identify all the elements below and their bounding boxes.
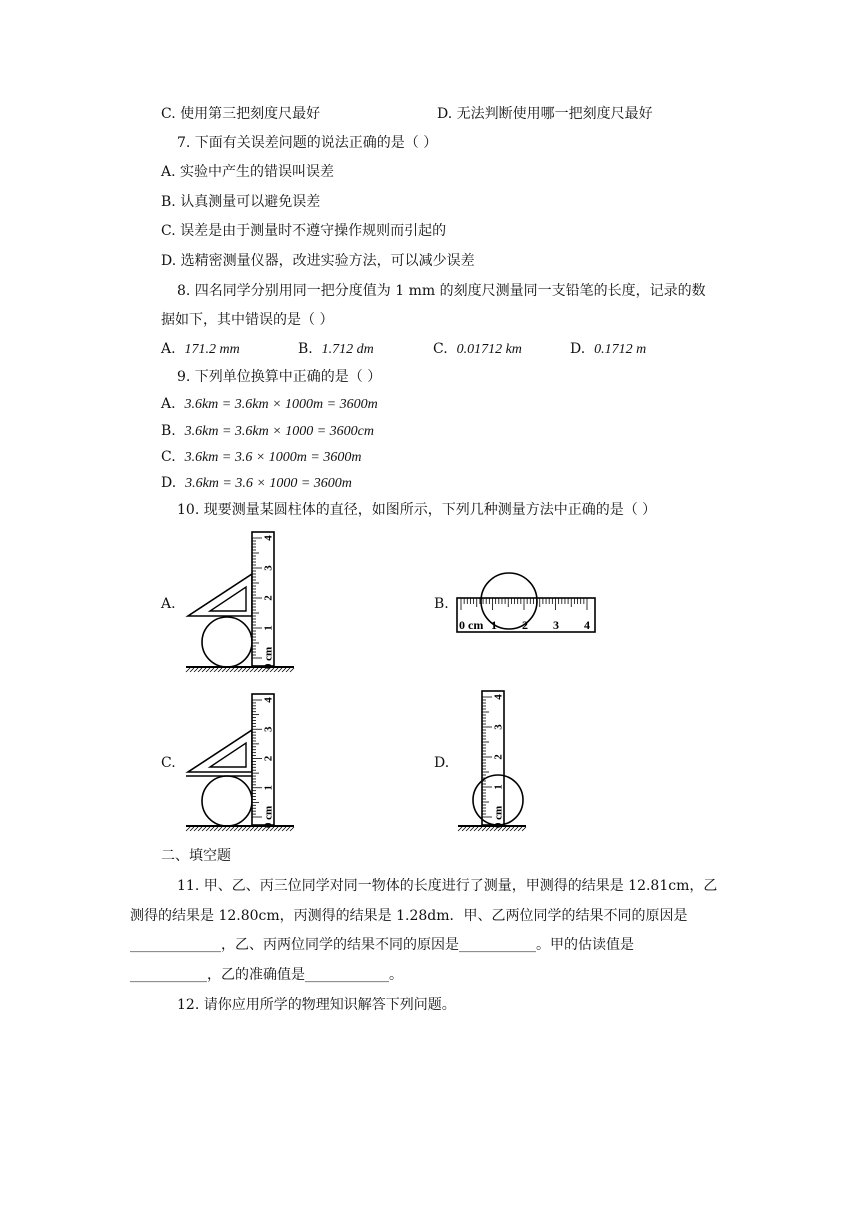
ruler-tick-label: 4 <box>262 535 275 541</box>
figure-label-d: D. <box>434 755 450 771</box>
q8-option-d-label: D. <box>570 341 586 357</box>
q9-stem: 9. 下列单位换算中正确的是（ ） <box>177 369 382 385</box>
q11-line3: _____________，乙、丙两位同学的结果不同的原因是___________。甲的估读值是 <box>130 937 634 953</box>
q9-option-d-label: D. <box>161 475 177 491</box>
ruler-tick-label: 3 <box>262 565 275 571</box>
q9-option-b-expr: 3.6km = 3.6km × 1000 = 3600cm <box>184 424 374 439</box>
q8-option-a-label: A. <box>161 341 176 357</box>
ruler-tick-label: 3 <box>262 726 275 732</box>
q8-option-b-label: B. <box>298 341 313 357</box>
q7-option-c: C. 误差是由于测量时不遵守操作规则而引起的 <box>161 223 447 239</box>
ground <box>186 667 294 672</box>
q9-option-a <box>161 394 378 415</box>
q7-option-d: D. 选精密测量仪器，改进实验方法，可以减少误差 <box>161 253 475 269</box>
q8-option-d <box>570 339 646 360</box>
ruler-tick-label: 4 <box>262 697 275 703</box>
ruler-vertical <box>252 694 275 828</box>
q6-option-c: C. 使用第三把刻度尺最好 <box>161 106 321 122</box>
cylinder-circle <box>202 776 252 826</box>
q9-option-c <box>161 447 361 468</box>
figure-c <box>180 690 298 836</box>
ruler-tick-label: 0 cm <box>262 805 275 829</box>
cylinder-circle <box>202 617 252 667</box>
q8-stem-line2: 据如下，其中错误的是（ ） <box>161 312 334 328</box>
q9-option-a-expr: 3.6km = 3.6km × 1000m = 3600m <box>184 397 378 412</box>
q9-option-a-label: A. <box>161 396 176 412</box>
ruler-tick-label: 1 <box>262 785 275 791</box>
ground <box>186 826 294 831</box>
q9-option-c-label: C. <box>161 449 176 465</box>
q7-option-a: A. 实验中产生的错误叫误差 <box>161 164 335 180</box>
q7-stem: 7. 下面有关误差问题的说法正确的是（ ） <box>177 135 438 151</box>
tick-label-0cm: 0 cm <box>459 618 484 632</box>
ruler-tick-label: 3 <box>492 724 505 730</box>
q9-option-b-label: B. <box>161 423 176 439</box>
q8-option-c-value: 0.01712 km <box>456 342 522 357</box>
q8-stem-line1: 8. 四名同学分别用同一把分度值为 1 mm 的刻度尺测量同一支铅笔的长度，记录的数 <box>177 283 706 299</box>
ruler-tick-label: 4 <box>492 694 505 700</box>
q11-line2: 测得的结果是 12.80cm，丙测得的结果是 1.28dm．甲、乙两位同学的结果不同的原因是 <box>130 908 688 924</box>
ruler-tick-label: 1 <box>492 784 505 790</box>
triangle-ruler <box>188 574 252 616</box>
figure-d <box>454 688 534 834</box>
tick-label-4: 4 <box>584 618 590 632</box>
q7-option-b: B. 认真测量可以避免误差 <box>161 194 321 210</box>
q8-option-a-value: 171.2 mm <box>184 342 240 357</box>
q11-line4: ___________，乙的准确值是____________。 <box>130 967 403 983</box>
q8-option-d-value: 0.1712 m <box>594 342 647 357</box>
figure-label-b: B. <box>434 596 449 612</box>
figure-a <box>180 528 298 678</box>
q9-option-b <box>161 421 374 442</box>
q12-line1: 12. 请你应用所学的物理知识解答下列问题。 <box>177 997 456 1013</box>
ruler-tick-label: 1 <box>262 625 275 631</box>
ruler-tick-label: 2 <box>262 755 275 762</box>
q11-line1: 11. 甲、乙、丙三位同学对同一物体的长度进行了测量，甲测得的结果是 12.81cm，乙 <box>177 878 718 894</box>
triangle-ruler <box>188 730 252 772</box>
q8-option-b <box>298 339 374 360</box>
section-title: 二、填空题 <box>161 848 231 864</box>
ruler-vertical <box>252 532 275 669</box>
q9-option-d <box>161 473 352 494</box>
ruler-tick-label: 2 <box>262 595 275 601</box>
ruler-tick-label: 2 <box>492 754 505 760</box>
q8-option-c-label: C. <box>433 341 448 357</box>
q8-option-a <box>161 339 240 360</box>
q8-option-b-value: 1.712 dm <box>321 342 374 357</box>
q8-option-c <box>433 339 522 360</box>
tick-label-1: 1 <box>491 618 497 632</box>
q10-stem: 10. 现要测量某圆柱体的直径，如图所示，下列几种测量方法中正确的是（ ） <box>177 502 657 518</box>
q6-option-d: D. 无法判断使用哪一把刻度尺最好 <box>437 106 653 122</box>
tick-label-3: 3 <box>553 618 559 632</box>
tick-label-2: 2 <box>522 618 528 632</box>
ruler-tick-label: 0 cm <box>262 646 275 670</box>
ruler-tick-label: 0 cm <box>492 805 505 829</box>
q9-option-d-expr: 3.6km = 3.6 × 1000 = 3600m <box>185 476 352 491</box>
q9-option-c-expr: 3.6km = 3.6 × 1000m = 3600m <box>184 450 362 465</box>
figure-b <box>454 568 598 636</box>
figure-label-a: A. <box>161 596 176 612</box>
figure-label-c: C. <box>161 755 176 771</box>
ruler-vertical <box>482 691 505 828</box>
